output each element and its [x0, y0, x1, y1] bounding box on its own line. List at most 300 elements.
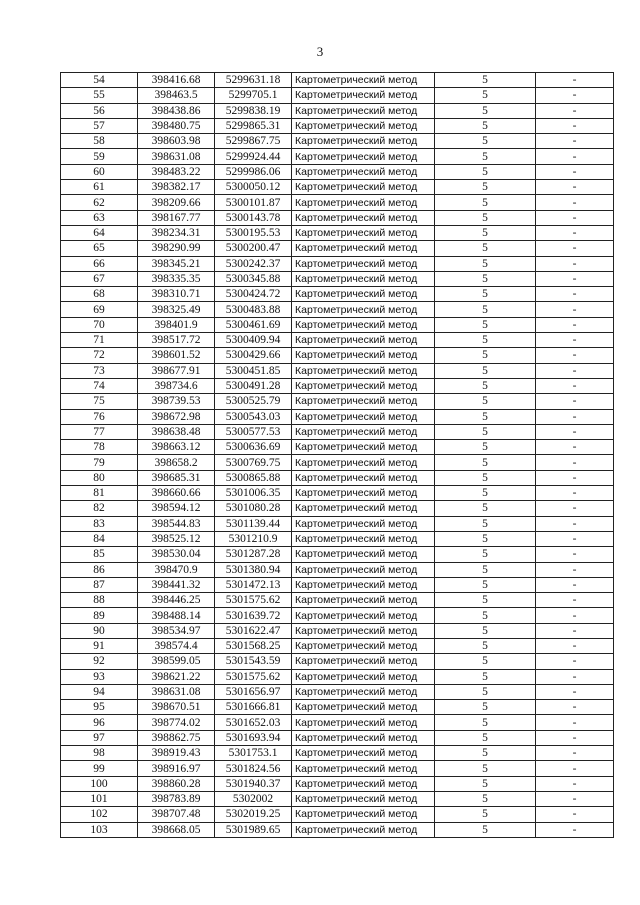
- description-cell: -: [536, 256, 614, 271]
- point-number-cell: 97: [61, 730, 138, 745]
- y-coordinate-cell: 5299705.1: [215, 88, 292, 103]
- accuracy-cell: 5: [435, 225, 536, 240]
- method-cell: Картометрический метод: [292, 562, 435, 577]
- x-coordinate-cell: 398234.31: [138, 225, 215, 240]
- accuracy-cell: 5: [435, 791, 536, 806]
- x-coordinate-cell: 398621.22: [138, 669, 215, 684]
- method-cell: Картометрический метод: [292, 486, 435, 501]
- accuracy-cell: 5: [435, 195, 536, 210]
- table-row: [61, 271, 614, 286]
- x-coordinate-cell: 398601.52: [138, 348, 215, 363]
- x-coordinate-cell: 398783.89: [138, 791, 215, 806]
- accuracy-cell: 5: [435, 241, 536, 256]
- method-cell: Картометрический метод: [292, 424, 435, 439]
- method-cell: Картометрический метод: [292, 761, 435, 776]
- accuracy-cell: 5: [435, 317, 536, 332]
- method-cell: Картометрический метод: [292, 577, 435, 592]
- accuracy-cell: 5: [435, 746, 536, 761]
- description-cell: -: [536, 531, 614, 546]
- method-cell: Картометрический метод: [292, 241, 435, 256]
- y-coordinate-cell: 5301472.13: [215, 577, 292, 592]
- accuracy-cell: 5: [435, 807, 536, 822]
- x-coordinate-cell: 398916.97: [138, 761, 215, 776]
- accuracy-cell: 5: [435, 730, 536, 745]
- method-cell: Картометрический метод: [292, 363, 435, 378]
- table-row: [61, 700, 614, 715]
- point-number-cell: 91: [61, 638, 138, 653]
- x-coordinate-cell: 398167.77: [138, 210, 215, 225]
- method-cell: Картометрический метод: [292, 225, 435, 240]
- x-coordinate-cell: 398470.9: [138, 562, 215, 577]
- table-row: [61, 547, 614, 562]
- method-cell: Картометрический метод: [292, 516, 435, 531]
- point-number-cell: 85: [61, 547, 138, 562]
- y-coordinate-cell: 5301639.72: [215, 608, 292, 623]
- y-coordinate-cell: 5300769.75: [215, 455, 292, 470]
- table-row: [61, 746, 614, 761]
- description-cell: -: [536, 791, 614, 806]
- x-coordinate-cell: 398483.22: [138, 164, 215, 179]
- point-number-cell: 57: [61, 118, 138, 133]
- description-cell: -: [536, 730, 614, 745]
- y-coordinate-cell: 5299924.44: [215, 149, 292, 164]
- y-coordinate-cell: 5300242.37: [215, 256, 292, 271]
- table-row: [61, 623, 614, 638]
- table-row: [61, 761, 614, 776]
- y-coordinate-cell: 5300483.88: [215, 302, 292, 317]
- x-coordinate-cell: 398480.75: [138, 118, 215, 133]
- point-number-cell: 82: [61, 501, 138, 516]
- accuracy-cell: 5: [435, 455, 536, 470]
- point-number-cell: 70: [61, 317, 138, 332]
- method-cell: Картометрический метод: [292, 348, 435, 363]
- table-row: [61, 654, 614, 669]
- accuracy-cell: 5: [435, 409, 536, 424]
- accuracy-cell: 5: [435, 715, 536, 730]
- point-number-cell: 55: [61, 88, 138, 103]
- y-coordinate-cell: 5300424.72: [215, 287, 292, 302]
- description-cell: -: [536, 333, 614, 348]
- table-row: [61, 180, 614, 195]
- accuracy-cell: 5: [435, 164, 536, 179]
- method-cell: Картометрический метод: [292, 501, 435, 516]
- description-cell: -: [536, 210, 614, 225]
- point-number-cell: 101: [61, 791, 138, 806]
- accuracy-cell: 5: [435, 593, 536, 608]
- accuracy-cell: 5: [435, 149, 536, 164]
- table-row: [61, 348, 614, 363]
- accuracy-cell: 5: [435, 531, 536, 546]
- description-cell: -: [536, 149, 614, 164]
- description-cell: -: [536, 562, 614, 577]
- y-coordinate-cell: 5301568.25: [215, 638, 292, 653]
- y-coordinate-cell: 5299631.18: [215, 73, 292, 88]
- y-coordinate-cell: 5301080.28: [215, 501, 292, 516]
- method-cell: Картометрический метод: [292, 333, 435, 348]
- x-coordinate-cell: 398594.12: [138, 501, 215, 516]
- method-cell: Картометрический метод: [292, 394, 435, 409]
- page-number: 3: [316, 44, 324, 59]
- x-coordinate-cell: 398345.21: [138, 256, 215, 271]
- accuracy-cell: 5: [435, 608, 536, 623]
- accuracy-cell: 5: [435, 363, 536, 378]
- table-row: [61, 88, 614, 103]
- method-cell: Картометрический метод: [292, 638, 435, 653]
- method-cell: Картометрический метод: [292, 822, 435, 837]
- table-row: [61, 486, 614, 501]
- method-cell: Картометрический метод: [292, 593, 435, 608]
- description-cell: -: [536, 700, 614, 715]
- description-cell: -: [536, 807, 614, 822]
- x-coordinate-cell: 398574.4: [138, 638, 215, 653]
- point-number-cell: 88: [61, 593, 138, 608]
- point-number-cell: 98: [61, 746, 138, 761]
- method-cell: Картометрический метод: [292, 608, 435, 623]
- description-cell: -: [536, 486, 614, 501]
- y-coordinate-cell: 5299865.31: [215, 118, 292, 133]
- table-row: [61, 669, 614, 684]
- point-number-cell: 96: [61, 715, 138, 730]
- point-number-cell: 67: [61, 271, 138, 286]
- table-row: [61, 210, 614, 225]
- table-row: [61, 134, 614, 149]
- method-cell: Картометрический метод: [292, 807, 435, 822]
- y-coordinate-cell: 5302019.25: [215, 807, 292, 822]
- accuracy-cell: 5: [435, 180, 536, 195]
- description-cell: -: [536, 195, 614, 210]
- table-row: [61, 440, 614, 455]
- y-coordinate-cell: 5301210.9: [215, 531, 292, 546]
- point-number-cell: 62: [61, 195, 138, 210]
- x-coordinate-cell: 398310.71: [138, 287, 215, 302]
- accuracy-cell: 5: [435, 547, 536, 562]
- description-cell: -: [536, 348, 614, 363]
- method-cell: Картометрический метод: [292, 470, 435, 485]
- method-cell: Картометрический метод: [292, 440, 435, 455]
- x-coordinate-cell: 398734.6: [138, 378, 215, 393]
- y-coordinate-cell: 5300195.53: [215, 225, 292, 240]
- table-row: [61, 562, 614, 577]
- y-coordinate-cell: 5301380.94: [215, 562, 292, 577]
- method-cell: Картометрический метод: [292, 730, 435, 745]
- x-coordinate-cell: 398638.48: [138, 424, 215, 439]
- y-coordinate-cell: 5301989.65: [215, 822, 292, 837]
- accuracy-cell: 5: [435, 302, 536, 317]
- description-cell: -: [536, 593, 614, 608]
- method-cell: Картометрический метод: [292, 134, 435, 149]
- accuracy-cell: 5: [435, 424, 536, 439]
- description-cell: -: [536, 103, 614, 118]
- point-number-cell: 102: [61, 807, 138, 822]
- accuracy-cell: 5: [435, 271, 536, 286]
- y-coordinate-cell: 5301824.56: [215, 761, 292, 776]
- x-coordinate-cell: 398668.05: [138, 822, 215, 837]
- x-coordinate-cell: 398860.28: [138, 776, 215, 791]
- point-number-cell: 89: [61, 608, 138, 623]
- y-coordinate-cell: 5301543.59: [215, 654, 292, 669]
- point-number-cell: 65: [61, 241, 138, 256]
- accuracy-cell: 5: [435, 516, 536, 531]
- x-coordinate-cell: 398525.12: [138, 531, 215, 546]
- table-row: [61, 730, 614, 745]
- x-coordinate-cell: 398290.99: [138, 241, 215, 256]
- x-coordinate-cell: 398438.86: [138, 103, 215, 118]
- y-coordinate-cell: 5299986.06: [215, 164, 292, 179]
- point-number-cell: 90: [61, 623, 138, 638]
- x-coordinate-cell: 398488.14: [138, 608, 215, 623]
- point-number-cell: 99: [61, 761, 138, 776]
- accuracy-cell: 5: [435, 118, 536, 133]
- point-number-cell: 103: [61, 822, 138, 837]
- point-number-cell: 75: [61, 394, 138, 409]
- method-cell: Картометрический метод: [292, 700, 435, 715]
- x-coordinate-cell: 398603.98: [138, 134, 215, 149]
- point-number-cell: 94: [61, 684, 138, 699]
- table-row: [61, 822, 614, 837]
- method-cell: Картометрический метод: [292, 287, 435, 302]
- x-coordinate-cell: 398599.05: [138, 654, 215, 669]
- y-coordinate-cell: 5300577.53: [215, 424, 292, 439]
- x-coordinate-cell: 398707.48: [138, 807, 215, 822]
- description-cell: -: [536, 88, 614, 103]
- method-cell: Картометрический метод: [292, 746, 435, 761]
- description-cell: -: [536, 715, 614, 730]
- accuracy-cell: 5: [435, 394, 536, 409]
- accuracy-cell: 5: [435, 256, 536, 271]
- description-cell: -: [536, 302, 614, 317]
- accuracy-cell: 5: [435, 378, 536, 393]
- method-cell: Картометрический метод: [292, 317, 435, 332]
- description-cell: -: [536, 577, 614, 592]
- x-coordinate-cell: 398382.17: [138, 180, 215, 195]
- method-cell: Картометрический метод: [292, 195, 435, 210]
- point-number-cell: 86: [61, 562, 138, 577]
- description-cell: -: [536, 455, 614, 470]
- x-coordinate-cell: 398530.04: [138, 547, 215, 562]
- x-coordinate-cell: 398658.2: [138, 455, 215, 470]
- x-coordinate-cell: 398517.72: [138, 333, 215, 348]
- point-number-cell: 87: [61, 577, 138, 592]
- table-row: [61, 363, 614, 378]
- y-coordinate-cell: 5301753.1: [215, 746, 292, 761]
- method-cell: Картометрический метод: [292, 256, 435, 271]
- y-coordinate-cell: 5302002: [215, 791, 292, 806]
- point-number-cell: 63: [61, 210, 138, 225]
- table-row: [61, 593, 614, 608]
- y-coordinate-cell: 5300543.03: [215, 409, 292, 424]
- table-row: [61, 378, 614, 393]
- x-coordinate-cell: 398209.66: [138, 195, 215, 210]
- x-coordinate-cell: 398325.49: [138, 302, 215, 317]
- point-number-cell: 64: [61, 225, 138, 240]
- x-coordinate-cell: 398544.83: [138, 516, 215, 531]
- coordinates-table-body: [61, 73, 614, 838]
- description-cell: -: [536, 623, 614, 638]
- x-coordinate-cell: 398660.66: [138, 486, 215, 501]
- accuracy-cell: 5: [435, 440, 536, 455]
- y-coordinate-cell: 5300200.47: [215, 241, 292, 256]
- description-cell: -: [536, 547, 614, 562]
- x-coordinate-cell: 398663.12: [138, 440, 215, 455]
- accuracy-cell: 5: [435, 210, 536, 225]
- x-coordinate-cell: 398919.43: [138, 746, 215, 761]
- method-cell: Картометрический метод: [292, 547, 435, 562]
- y-coordinate-cell: 5300451.85: [215, 363, 292, 378]
- table-row: [61, 470, 614, 485]
- method-cell: Картометрический метод: [292, 378, 435, 393]
- y-coordinate-cell: 5300101.87: [215, 195, 292, 210]
- description-cell: -: [536, 118, 614, 133]
- y-coordinate-cell: 5301652.03: [215, 715, 292, 730]
- point-number-cell: 58: [61, 134, 138, 149]
- x-coordinate-cell: 398774.02: [138, 715, 215, 730]
- y-coordinate-cell: 5301622.47: [215, 623, 292, 638]
- x-coordinate-cell: 398335.35: [138, 271, 215, 286]
- table-row: [61, 118, 614, 133]
- description-cell: -: [536, 608, 614, 623]
- point-number-cell: 100: [61, 776, 138, 791]
- description-cell: -: [536, 501, 614, 516]
- description-cell: -: [536, 225, 614, 240]
- table-row: [61, 149, 614, 164]
- accuracy-cell: 5: [435, 761, 536, 776]
- table-row: [61, 776, 614, 791]
- table-row: [61, 164, 614, 179]
- point-number-cell: 95: [61, 700, 138, 715]
- description-cell: -: [536, 164, 614, 179]
- point-number-cell: 73: [61, 363, 138, 378]
- table-row: [61, 195, 614, 210]
- table-row: [61, 302, 614, 317]
- description-cell: -: [536, 424, 614, 439]
- x-coordinate-cell: 398401.9: [138, 317, 215, 332]
- coordinates-table: [60, 72, 614, 838]
- method-cell: Картометрический метод: [292, 654, 435, 669]
- method-cell: Картометрический метод: [292, 623, 435, 638]
- accuracy-cell: 5: [435, 669, 536, 684]
- y-coordinate-cell: 5299838.19: [215, 103, 292, 118]
- description-cell: -: [536, 776, 614, 791]
- point-number-cell: 66: [61, 256, 138, 271]
- point-number-cell: 79: [61, 455, 138, 470]
- point-number-cell: 61: [61, 180, 138, 195]
- method-cell: Картометрический метод: [292, 684, 435, 699]
- description-cell: -: [536, 409, 614, 424]
- y-coordinate-cell: 5301575.62: [215, 593, 292, 608]
- accuracy-cell: 5: [435, 333, 536, 348]
- description-cell: -: [536, 134, 614, 149]
- method-cell: Картометрический метод: [292, 271, 435, 286]
- point-number-cell: 78: [61, 440, 138, 455]
- y-coordinate-cell: 5300050.12: [215, 180, 292, 195]
- accuracy-cell: 5: [435, 287, 536, 302]
- description-cell: -: [536, 654, 614, 669]
- method-cell: Картометрический метод: [292, 455, 435, 470]
- description-cell: -: [536, 378, 614, 393]
- method-cell: Картометрический метод: [292, 791, 435, 806]
- table-row: [61, 501, 614, 516]
- description-cell: -: [536, 684, 614, 699]
- accuracy-cell: 5: [435, 88, 536, 103]
- accuracy-cell: 5: [435, 623, 536, 638]
- accuracy-cell: 5: [435, 577, 536, 592]
- point-number-cell: 68: [61, 287, 138, 302]
- table-row: [61, 73, 614, 88]
- table-row: [61, 684, 614, 699]
- accuracy-cell: 5: [435, 73, 536, 88]
- accuracy-cell: 5: [435, 134, 536, 149]
- table-row: [61, 608, 614, 623]
- table-row: [61, 241, 614, 256]
- point-number-cell: 69: [61, 302, 138, 317]
- y-coordinate-cell: 5300491.28: [215, 378, 292, 393]
- description-cell: -: [536, 516, 614, 531]
- description-cell: -: [536, 440, 614, 455]
- table-row: [61, 409, 614, 424]
- point-number-cell: 84: [61, 531, 138, 546]
- x-coordinate-cell: 398685.31: [138, 470, 215, 485]
- description-cell: -: [536, 638, 614, 653]
- description-cell: -: [536, 746, 614, 761]
- description-cell: -: [536, 669, 614, 684]
- y-coordinate-cell: 5301666.81: [215, 700, 292, 715]
- point-number-cell: 71: [61, 333, 138, 348]
- y-coordinate-cell: 5300409.94: [215, 333, 292, 348]
- y-coordinate-cell: 5301139.44: [215, 516, 292, 531]
- method-cell: Картометрический метод: [292, 118, 435, 133]
- point-number-cell: 59: [61, 149, 138, 164]
- table-row: [61, 225, 614, 240]
- method-cell: Картометрический метод: [292, 776, 435, 791]
- x-coordinate-cell: 398739.53: [138, 394, 215, 409]
- accuracy-cell: 5: [435, 654, 536, 669]
- y-coordinate-cell: 5300865.88: [215, 470, 292, 485]
- point-number-cell: 60: [61, 164, 138, 179]
- y-coordinate-cell: 5301693.94: [215, 730, 292, 745]
- table-row: [61, 638, 614, 653]
- table-row: [61, 577, 614, 592]
- y-coordinate-cell: 5301006.35: [215, 486, 292, 501]
- point-number-cell: 77: [61, 424, 138, 439]
- point-number-cell: 80: [61, 470, 138, 485]
- point-number-cell: 83: [61, 516, 138, 531]
- description-cell: -: [536, 363, 614, 378]
- table-row: [61, 424, 614, 439]
- y-coordinate-cell: 5300143.78: [215, 210, 292, 225]
- x-coordinate-cell: 398670.51: [138, 700, 215, 715]
- accuracy-cell: 5: [435, 700, 536, 715]
- description-cell: -: [536, 180, 614, 195]
- accuracy-cell: 5: [435, 103, 536, 118]
- method-cell: Картометрический метод: [292, 103, 435, 118]
- method-cell: Картометрический метод: [292, 149, 435, 164]
- method-cell: Картометрический метод: [292, 88, 435, 103]
- description-cell: -: [536, 287, 614, 302]
- description-cell: -: [536, 317, 614, 332]
- table-row: [61, 317, 614, 332]
- accuracy-cell: 5: [435, 822, 536, 837]
- description-cell: -: [536, 241, 614, 256]
- table-row: [61, 333, 614, 348]
- x-coordinate-cell: 398441.32: [138, 577, 215, 592]
- point-number-cell: 93: [61, 669, 138, 684]
- description-cell: -: [536, 394, 614, 409]
- x-coordinate-cell: 398463.5: [138, 88, 215, 103]
- table-row: [61, 516, 614, 531]
- point-number-cell: 56: [61, 103, 138, 118]
- method-cell: Картометрический метод: [292, 164, 435, 179]
- y-coordinate-cell: 5301940.37: [215, 776, 292, 791]
